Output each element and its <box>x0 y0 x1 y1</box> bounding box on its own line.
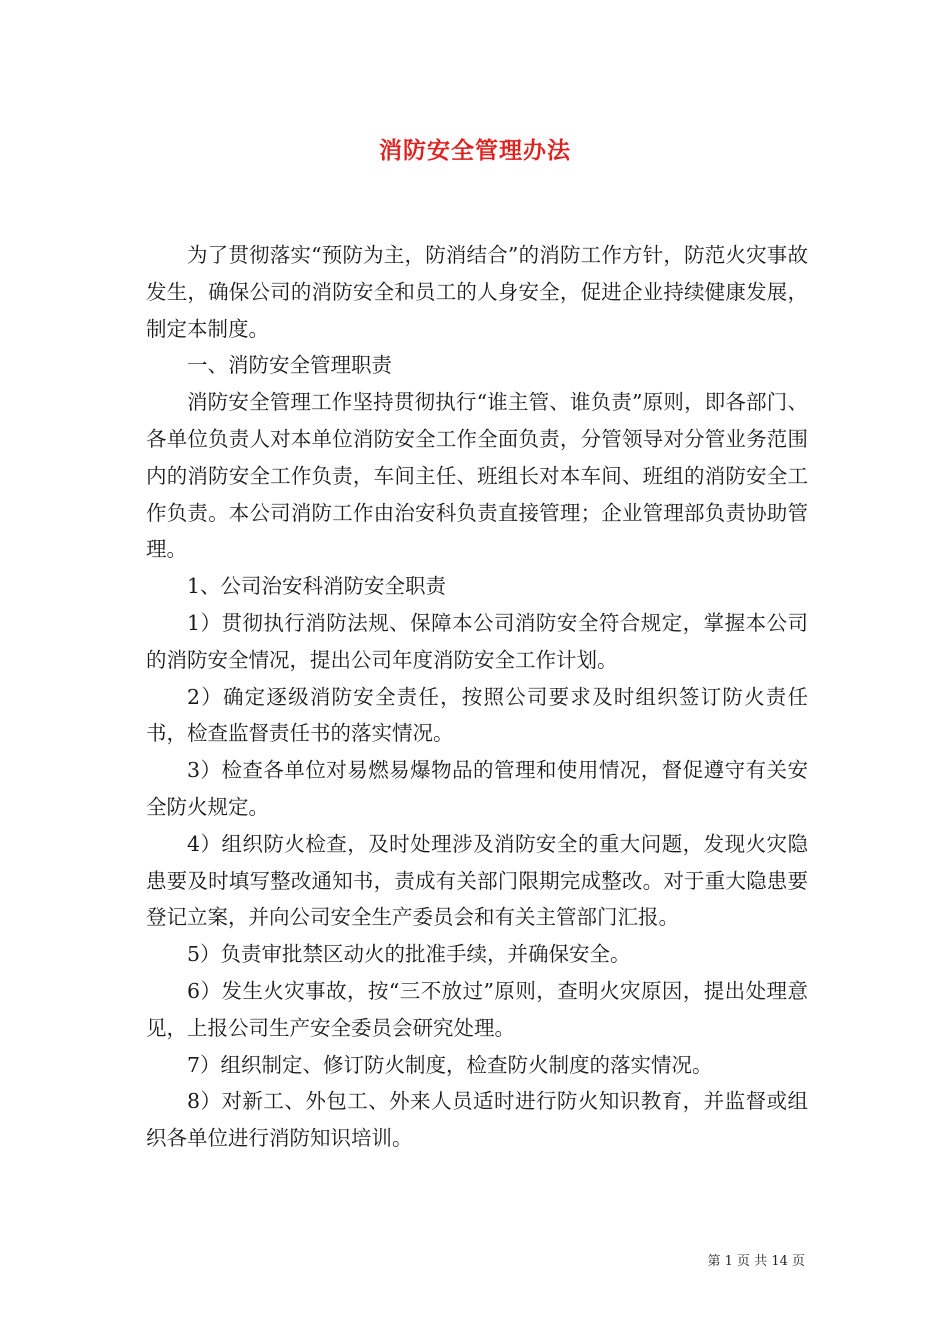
list-item: 6）发生火灾事故，按“三不放过”原则，查明火灾原因，提出处理意见，上报公司生产安全委员会研究处理。 <box>146 978 808 1040</box>
document-title: 消防安全管理办法 <box>379 137 571 164</box>
list-item: 4）组织防火检查，及时处理涉及消防安全的重大问题，发现火灾隐患要及时填写整改通知书，责成有关部门限期完成整改。对于重大隐患要登记立案，并向公司安全生产委员会和有关主管部门汇报。 <box>146 831 808 930</box>
list-item: 1）贯彻执行消防法规、保障本公司消防安全符合规定，掌握本公司的消防安全情况，提出公司年度消防安全工作计划。 <box>146 610 808 672</box>
paragraph-responsibility: 消防安全管理工作坚持贯彻执行“谁主管、谁负责”原则，即各部门、各单位负责人对本单位消防安全工作全面负责，分管领导对分管业务范围内的消防安全工作负责，车间主任、班组长对本车间、班组的消防安全工作负责。本公司消防工作由治安科负责直接管理；企业管理部负责协助管理。 <box>146 390 808 562</box>
list-item: 8）对新工、外包工、外来人员适时进行防火知识教育，并监督或组织各单位进行消防知识培训。 <box>146 1089 808 1151</box>
paragraph-intro: 为了贯彻落实“预防为主，防消结合”的消防工作方针，防范火灾事故发生，确保公司的消防安全和员工的人身安全，促进企业持续健康发展，制定本制度。 <box>146 243 808 341</box>
document-body <box>146 237 808 1157</box>
list-item: 7）组织制定、修订防火制度，检查防火制度的落实情况。 <box>187 1052 713 1077</box>
subsection-heading: 1、公司治安科消防安全职责 <box>187 574 447 599</box>
page-number-footer: 第 1 页 共 14 页 <box>707 1254 805 1269</box>
list-item: 5）负责审批禁区动火的批准手续，并确保安全。 <box>187 942 631 967</box>
section-heading: 一、消防安全管理职责 <box>187 353 392 378</box>
list-item: 2）确定逐级消防安全责任，按照公司要求及时组织签订防火责任书，检查监督责任书的落实情况。 <box>146 684 808 746</box>
list-item: 3）检查各单位对易燃易爆物品的管理和使用情况，督促遵守有关安全防火规定。 <box>146 758 808 819</box>
